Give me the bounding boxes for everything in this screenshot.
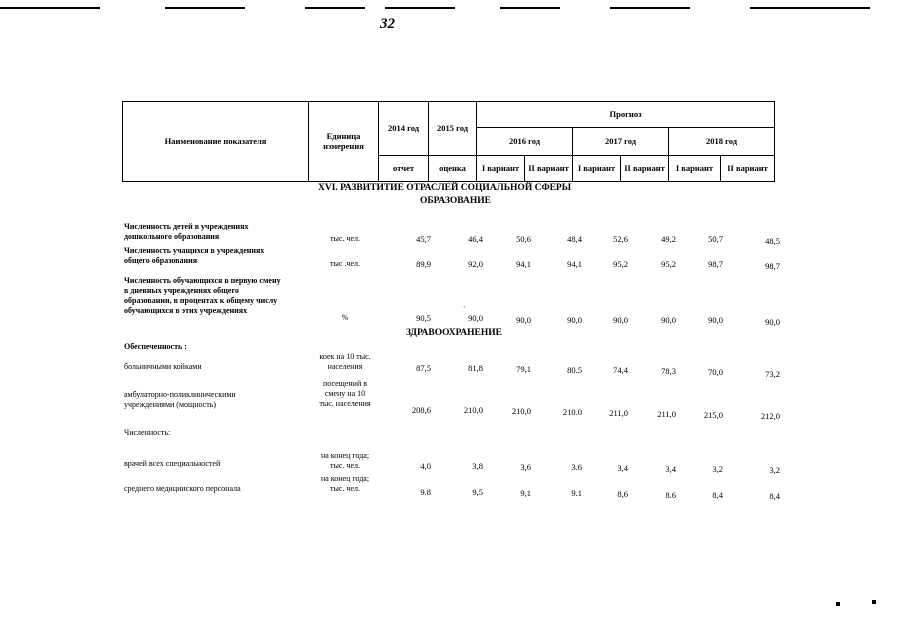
row-value: 9.8 — [420, 487, 431, 497]
header-report: отчет — [379, 156, 429, 182]
row-value: 50,7 — [708, 234, 723, 244]
row-value: 9.1 — [571, 488, 582, 498]
row-label: больничными койками — [124, 362, 202, 371]
header-2018: 2018 год — [669, 128, 775, 156]
header-2015: 2015 год — [429, 102, 477, 156]
row-value: 3,2 — [712, 464, 723, 474]
row-value: 74,4 — [613, 365, 628, 375]
row-unit: тыс .чел. — [330, 259, 360, 268]
header-2014: 2014 год — [379, 102, 429, 156]
row-value: 46,4 — [468, 234, 483, 244]
row-unit: % — [341, 313, 349, 322]
row-value: 3,6 — [520, 462, 531, 472]
top-rule — [750, 7, 870, 9]
top-rule — [500, 7, 560, 9]
top-rule — [305, 7, 365, 9]
top-rule — [0, 7, 100, 9]
row-unit: тыс. чел. — [330, 234, 360, 243]
row-value: 9,5 — [472, 487, 483, 497]
header-forecast: Прогноз — [477, 102, 775, 128]
row-unit: на конец года; тыс. чел. — [320, 451, 370, 470]
row-value: 9,1 — [520, 488, 531, 498]
header-2016-var2: II вариант — [525, 156, 573, 182]
row-value: 80.5 — [567, 365, 582, 375]
subsection-health: ЗДРАВООХРАНЕНИЕ — [406, 328, 502, 338]
row-value: 48,5 — [765, 236, 780, 246]
row-label: Численность обучающихся в первую смену в дневных учреждениях общего образовании, в процентах к общему числу обучающихся в этих учреждениях — [124, 276, 281, 315]
top-rule — [610, 7, 690, 9]
header-2016: 2016 год — [477, 128, 573, 156]
row-value: 8,6 — [617, 489, 628, 499]
row-value: 89,9 — [416, 259, 431, 269]
row-value: 70,0 — [708, 367, 723, 377]
row-value: 90,0 — [765, 317, 780, 327]
row-value: 92,0 — [468, 259, 483, 269]
row-label: амбулаторно-поликлиническими учреждениями (мощность) — [124, 390, 236, 409]
row-value: 90,5 — [416, 313, 431, 323]
row-value: 8,4 — [712, 490, 723, 500]
row-value: 8.6 — [665, 490, 676, 500]
row-value: 94,1 — [567, 259, 582, 269]
row-value: 8,4 — [769, 491, 780, 501]
row-label: Численность учащихся в учреждениях общего образования — [124, 246, 265, 265]
row-value: 3,4 — [617, 463, 628, 473]
row-value: 90,0 — [613, 315, 628, 325]
row-value: 81,8 — [468, 363, 483, 373]
row-label: Численность детей в учреждениях дошкольного образования — [124, 222, 249, 241]
row-value: 50,6 — [516, 234, 531, 244]
row-value: 98,7 — [708, 259, 723, 269]
row-value: 211,0 — [657, 409, 676, 419]
row-value: 52,6 — [613, 234, 628, 244]
top-rule — [165, 7, 245, 9]
row-value: 78,3 — [661, 366, 676, 376]
row-value: 95,2 — [661, 259, 676, 269]
scan-mark — [836, 602, 840, 606]
top-rule — [385, 7, 455, 9]
row-value: 3,2 — [769, 465, 780, 475]
row-value: 90,0 — [567, 315, 582, 325]
header-2018-var2: II вариант — [721, 156, 775, 182]
row-value: 215,0 — [703, 410, 723, 420]
row-value: 4,0 — [420, 461, 431, 471]
row-unit: посещений в смену на 10 тыс. населения — [319, 379, 371, 408]
header-2018-var1: I вариант — [669, 156, 721, 182]
header-2016-var1: I вариант — [477, 156, 525, 182]
header-estimate: оценка — [429, 156, 477, 182]
row-value: 49,2 — [661, 234, 676, 244]
scan-mark — [872, 600, 876, 604]
row-unit: коек на 10 тыс. населения — [319, 352, 371, 371]
stray-mark: ` — [463, 305, 466, 314]
row-label: среднего медицинского персонала — [124, 484, 241, 493]
row-value: 90,0 — [468, 313, 483, 323]
row-value: 87,5 — [416, 363, 431, 373]
row-value: 90,0 — [661, 315, 676, 325]
section-title: XVI. РАЗВИТИТИЕ ОТРАСЛЕЙ СОЦИАЛЬНОЙ СФЕРЫ — [318, 183, 572, 193]
row-value: 94,1 — [516, 259, 531, 269]
row-value: 210,0 — [511, 406, 531, 416]
table-header — [122, 101, 775, 182]
row-value: 3,4 — [665, 464, 676, 474]
row-value: 95,2 — [613, 259, 628, 269]
header-2017-var1: I вариант — [573, 156, 621, 182]
row-value: 3.6 — [571, 462, 582, 472]
row-value: 90,0 — [516, 315, 531, 325]
header-name: Наименование показателя — [123, 102, 309, 182]
row-value: 79,1 — [516, 364, 531, 374]
row-value: 212,0 — [760, 411, 780, 421]
header-2017-var2: II вариант — [621, 156, 669, 182]
row-value: 208,6 — [411, 405, 431, 415]
header-2017: 2017 год — [573, 128, 669, 156]
group-label-provision: Обеспеченность : — [124, 342, 187, 351]
row-value: 3,8 — [472, 461, 483, 471]
row-value: 210.0 — [562, 407, 582, 417]
row-value: 73,2 — [765, 369, 780, 379]
row-label: врачей всех специальностей — [124, 459, 221, 468]
group-label-count: Численность: — [124, 428, 171, 437]
row-value: 45,7 — [416, 234, 431, 244]
page-number: 32 — [380, 16, 395, 32]
row-value: 98,7 — [765, 261, 780, 271]
row-value: 90,0 — [708, 315, 723, 325]
row-value: 211,0 — [609, 408, 628, 418]
header-unit: Единица измерения — [309, 102, 379, 182]
subsection-education: ОБРАЗОВАНИЕ — [420, 196, 491, 206]
row-value: 48,4 — [567, 234, 582, 244]
row-unit: на конец года; тыс. чел. — [320, 474, 370, 493]
row-value: 210,0 — [463, 405, 483, 415]
